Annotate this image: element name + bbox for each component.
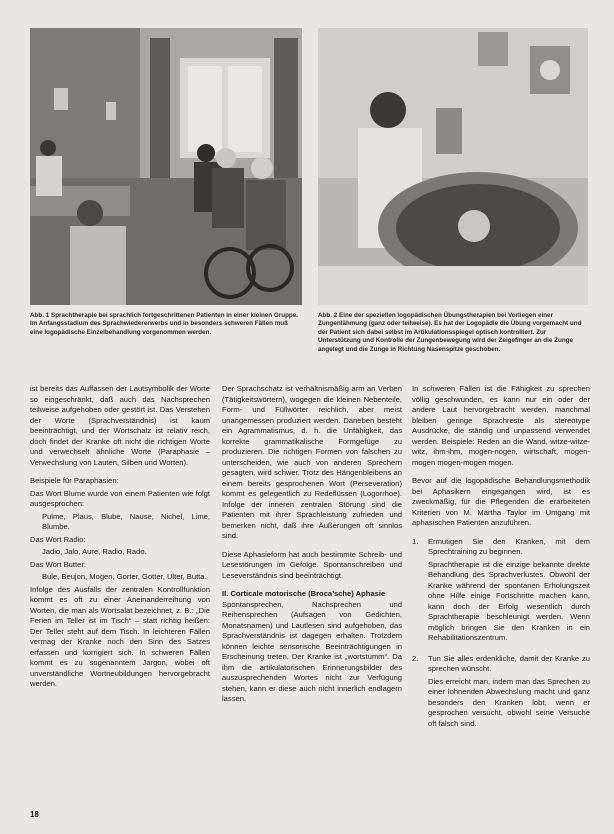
paragraph: Bevor auf die logopädische Behandlungsmethodik bei Aphasikern eingegangen wird, ist es zweckmäßig, für die Pflegenden die erarbeiteten Kriterien von M. Martha Taylor im Umgang mit aphasischen Patienten anzuführen. — [412, 476, 590, 527]
example-heading: Das Wort Butter: — [30, 559, 86, 569]
item-number: 1. — [412, 536, 419, 546]
item-text: Dies erreicht man, indem man das Sprechen zu einer lohnenden Abwechslung macht und ganz besonders den Kranken lobt, wenn er gesprochen versucht, obwohl seine Versuche oft falsch sind. — [428, 676, 590, 728]
item-title: Ermutigen Sie den Kranken, mit dem Sprechtraining zu beginnen. — [428, 536, 590, 556]
tongue-exercise-photo — [318, 28, 588, 305]
numbered-item — [412, 537, 590, 646]
numbered-item — [412, 654, 590, 732]
example-heading: Das Wort Radio: — [30, 534, 86, 544]
text-column-1 — [30, 384, 210, 692]
paragraph: Spontansprechen, Nachsprechen und Reihensprechen (Aufsagen von Gedichten, Monatsnamen) und Lautlesen sind aufgehoben, das Sprachverständnis ist dagegen erhalten. Trotzdem können leichte sensorische Beeinträchtigungen in Erscheinung treten. Der Kranke ist „wortstumm“. Da ihm die artikulatorischen Erinnerungsbilder des auszusprechenden Wortes nicht zur Verfügung stehen, kann er diese auch nicht innerlich endlagern lassen. — [222, 599, 402, 703]
item-text: Sprachtherapie ist die einzige bekannte direkte Behandlung des Sprachverlustes. Obwohl der Kranke während der spontanen Erholungszeit ohne Hilfe einige Fortschritte machen kann, kann doch der Erfolg wesentlich durch Sprachtherapie beschleunigt werden. Wenn möglich bringen Sie den Kranken in ein Rehabilitationszentrum. — [428, 559, 590, 642]
figure-1-caption: Abb. 1 Sprachtherapie bei sprachlich fortgeschrittenen Patienten in einer kleinen Gruppe. Im Anfangsstadium des Sprachwiedererwerbs und in besonders schweren Fällen muß eine logopädische Einzelbehandlung vorgenommen werden. — [30, 312, 299, 336]
group-therapy-photo — [30, 28, 302, 305]
paragraph: Diese Aphasieform hat auch bestimmte Schreib- und Lesestörungen im Gefolge. Spontanschreiben und Leseverständnis sind beeinträchtigt. — [222, 549, 402, 580]
text-column-3 — [412, 384, 590, 731]
example-list: Pulme, Plaus, Blube, Nause, Nichel, Lime, Blumbe. — [42, 511, 210, 531]
paragraph: In schweren Fällen ist die Fähigkeit zu sprechen völlig geschwunden, es kann nur ein oder der andere Laut hervorgebracht werden, manchmal bleiben geringe Sprachreste als stereotype Ausdrücke, die ständig und unpassend verwendet werden. Beispiele: Reden an die Wand, witze-witze-witz, ihm-ihm, mogen-nogen, wirtschaft, mogen-mogen mogen-mogen mogen. — [412, 384, 590, 467]
paragraph: Infolge des Ausfalls der zentralen Kontrollfunktion kommt es oft zu einer Aneinanderreihung von Worten, die man als Wortsalat bezeichnet, z. B.: „Die Ferien im Teller ist im Tisch“ – statt richtig heißen: Der Teller steht auf dem Tisch. In leichteren Fällen vermag der Kranke noch den Sinn des Satzes erfassen und korrigiert sich. In schweren Fällen kommt es zu sogenanntem Jargon, wobei oft unverständliche Wortneubildungen hervorgebracht werden. — [30, 584, 210, 688]
example-intro: Das Wort Blume wurde von einem Patienten wie folgt ausgesprochen: — [30, 488, 210, 508]
paragraph: Der Sprachschatz ist verhältnismäßig arm an Verben (Tätigkeitswörtern), wogegen die kleinen Nebenteile, Form- und Füllwörter reichlich, aber meist unangemessen produziert werden. Daneben besteht ein Agrammatismus, d. h. die Unfähigkeit, das korrekte grammatikalische Formgefüge zu produzieren. Die richtigen Formen von falschen zu unterscheiden, wie auch von anderen Sprechern gesagten, wird schwer. Trotz des Hängenbleibens an einem bereits gesprochenen Wort (Perseveration) kommt es gelegentlich zu Redeflüssen (Logorrhoe). Infolge der inneren zentralen Störung sind die Patienten mit ihrer Sprachleistung zufrieden und bemerken nicht, daß ihre Äußerungen oft sinnlos sind. — [222, 384, 402, 540]
paragraph: ist bereits das Auffassen der Lautsymbolik der Worte so eingeschränkt, daß auch das Nachsprechen teilweise aufgehoben oder gestört ist. Das Verstehen der Worte (Sprachverständnis) ist kaum beeinträchtigt, und der Wortschatz ist relativ reich, doch findet der Kranke oft nicht die richtigen Worte und verwechselt ähnliche Worte (Paraphasie – Verwechslung von Lauten, Silben und Worten). — [30, 384, 210, 467]
example-list: Jadio, Jalo, Aure, Radio, Rado. — [42, 547, 147, 556]
item-number: 2. — [412, 653, 419, 663]
page-number: 18 — [30, 810, 39, 819]
text-column-2 — [222, 384, 402, 707]
section-heading: II. Corticale motorische (Broca’sche) Aphasie — [222, 589, 386, 598]
example-heading: Beispiele für Paraphasien: — [30, 476, 119, 485]
item-title: Tun Sie alles erdenkliche, damit der Kranke zu sprechen wünscht. — [428, 653, 590, 673]
example-list: Bule, Beujon, Mogen, Gorter, Gotter, Ulter, Butta. — [42, 572, 207, 581]
figure-2-caption: Abb. 2 Eine der speziellen logopädischen Übungstherapien bei Vorliegen einer Zungenlähmung (ganz oder teilweise). Es hat der Logopädie die Übung vorgemacht und der Patient sich dabei selbst im Artikulationsspiegel optisch kontrolliert. Zur Unterstützung und Kontrolle der Zungenbewegung wird der Zeigefinger an die Zunge angelegt und die Zunge in Richtung Nasenspitze geschoben. — [318, 312, 582, 353]
